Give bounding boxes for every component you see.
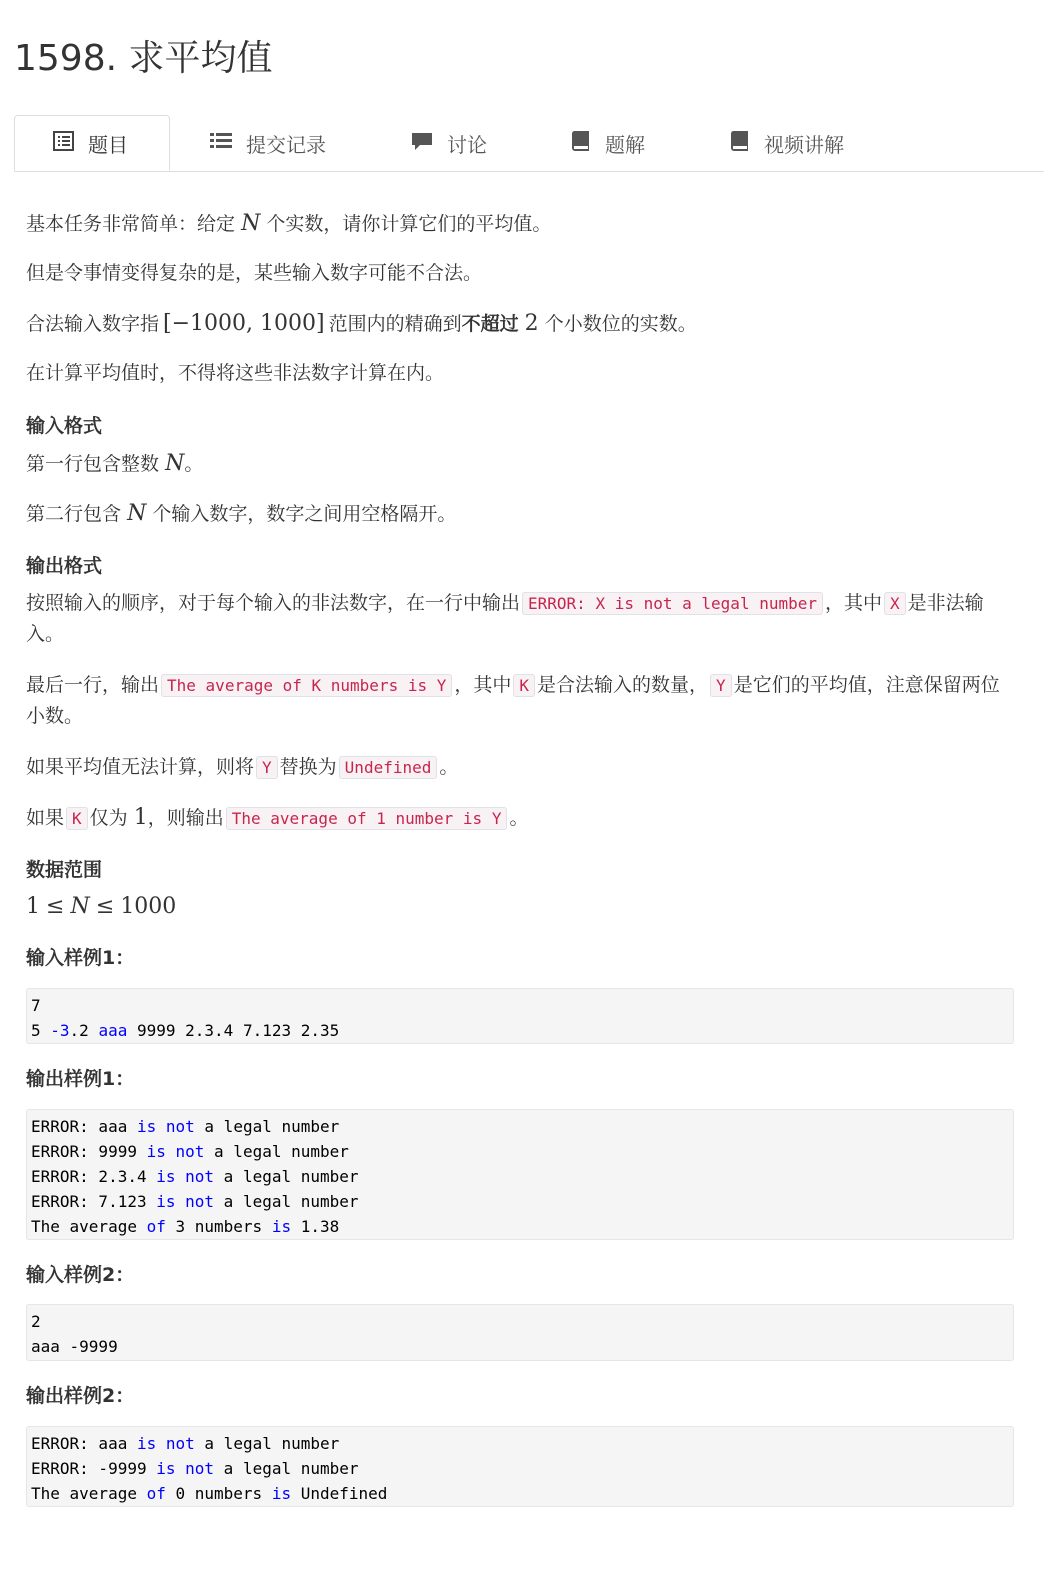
tab-divider xyxy=(14,171,1044,172)
desc-paragraph: 在计算平均值时，不得将这些非法数字计算在内。 xyxy=(26,362,445,384)
desc-paragraph: 基本任务非常简单：给定 N 个实数，请你计算它们的平均值。 xyxy=(26,211,552,236)
tab-label: 讨论 xyxy=(447,133,487,157)
sample-line: ERROR: 2.3.4 is not a legal number xyxy=(31,1167,359,1186)
output-format-line: 最后一行，输出 The average of K numbers is Y ，其中 K 是合法输入的数量， Y 是它们的平均值，注意保留两位小数。 xyxy=(26,674,1000,727)
sample-output-1-heading: 输出样例1： xyxy=(26,1068,135,1090)
sample-output-2-heading: 输出样例2： xyxy=(26,1385,135,1407)
tab-submissions[interactable] xyxy=(210,115,326,172)
sample-line: ERROR: aaa is not a legal number xyxy=(31,1117,340,1136)
book-icon xyxy=(571,130,605,157)
input-format-line: 第一行包含整数 N。 xyxy=(26,451,204,476)
desc-paragraph: 但是令事情变得复杂的是，某些输入数字可能不合法。 xyxy=(26,262,483,284)
output-format-line: 如果平均值无法计算，则将 Y 替换为 Undefined 。 xyxy=(26,756,459,778)
sample-line: The average of 0 numbers is Undefined xyxy=(31,1484,388,1503)
book-icon xyxy=(730,130,764,157)
list-icon xyxy=(210,131,246,156)
output-format-heading: 输出格式 xyxy=(26,555,103,577)
sample-input-1: 7 5 -3.2 aaa 9999 2.3.4 7.123 2.35 xyxy=(26,988,1014,1044)
sample-line: ERROR: 7.123 is not a legal number xyxy=(31,1192,359,1211)
sample-input-2-heading: 输入样例2： xyxy=(26,1264,135,1286)
document-icon xyxy=(53,131,88,156)
sample-output-1 xyxy=(26,1109,1014,1240)
tab-discussion[interactable] xyxy=(411,115,487,172)
tab-label: 题解 xyxy=(605,133,645,157)
sample-line: ERROR: -9999 is not a legal number xyxy=(31,1459,359,1478)
sample-line: The average of 3 numbers is 1.38 xyxy=(31,1217,340,1236)
tab-video[interactable] xyxy=(730,115,844,172)
comment-icon xyxy=(411,131,447,156)
sample-input-2: 2 aaa -9999 xyxy=(26,1304,1014,1361)
sample-line: ERROR: aaa is not a legal number xyxy=(31,1434,340,1453)
tab-bar xyxy=(14,115,1044,172)
input-format-line: 第二行包含 N 个输入数字，数字之间用空格隔开。 xyxy=(26,501,457,526)
sample-output-2 xyxy=(26,1426,1014,1507)
data-range-heading: 数据范围 xyxy=(26,859,103,881)
output-format-line: 如果 K 仅为 1，则输出 The average of 1 number is Y 。 xyxy=(26,805,529,830)
tab-label: 提交记录 xyxy=(246,133,326,157)
sample-input-1-heading: 输入样例1： xyxy=(26,947,135,969)
page-title: 1598. 求平均值 xyxy=(14,38,273,79)
sample-line: ERROR: 9999 is not a legal number xyxy=(31,1142,349,1161)
tab-label: 题目 xyxy=(88,132,128,157)
data-range-formula: 1 ≤ N ≤ 1000 xyxy=(26,894,177,919)
tab-solutions[interactable] xyxy=(571,115,645,172)
tab-label: 视频讲解 xyxy=(764,133,844,157)
desc-paragraph: 合法输入数字指 [−1000, 1000] 范围内的精确到不超过 2 个小数位的实数。 xyxy=(26,311,697,336)
output-format-line: 按照输入的顺序，对于每个输入的非法数字，在一行中输出 ERROR: X is not a legal number ，其中 X 是非法输入。 xyxy=(26,592,984,645)
tab-problem[interactable] xyxy=(14,115,170,171)
sample-line: 5 -3.2 aaa 9999 2.3.4 7.123 2.35 xyxy=(31,1021,340,1040)
input-format-heading: 输入格式 xyxy=(26,415,103,437)
